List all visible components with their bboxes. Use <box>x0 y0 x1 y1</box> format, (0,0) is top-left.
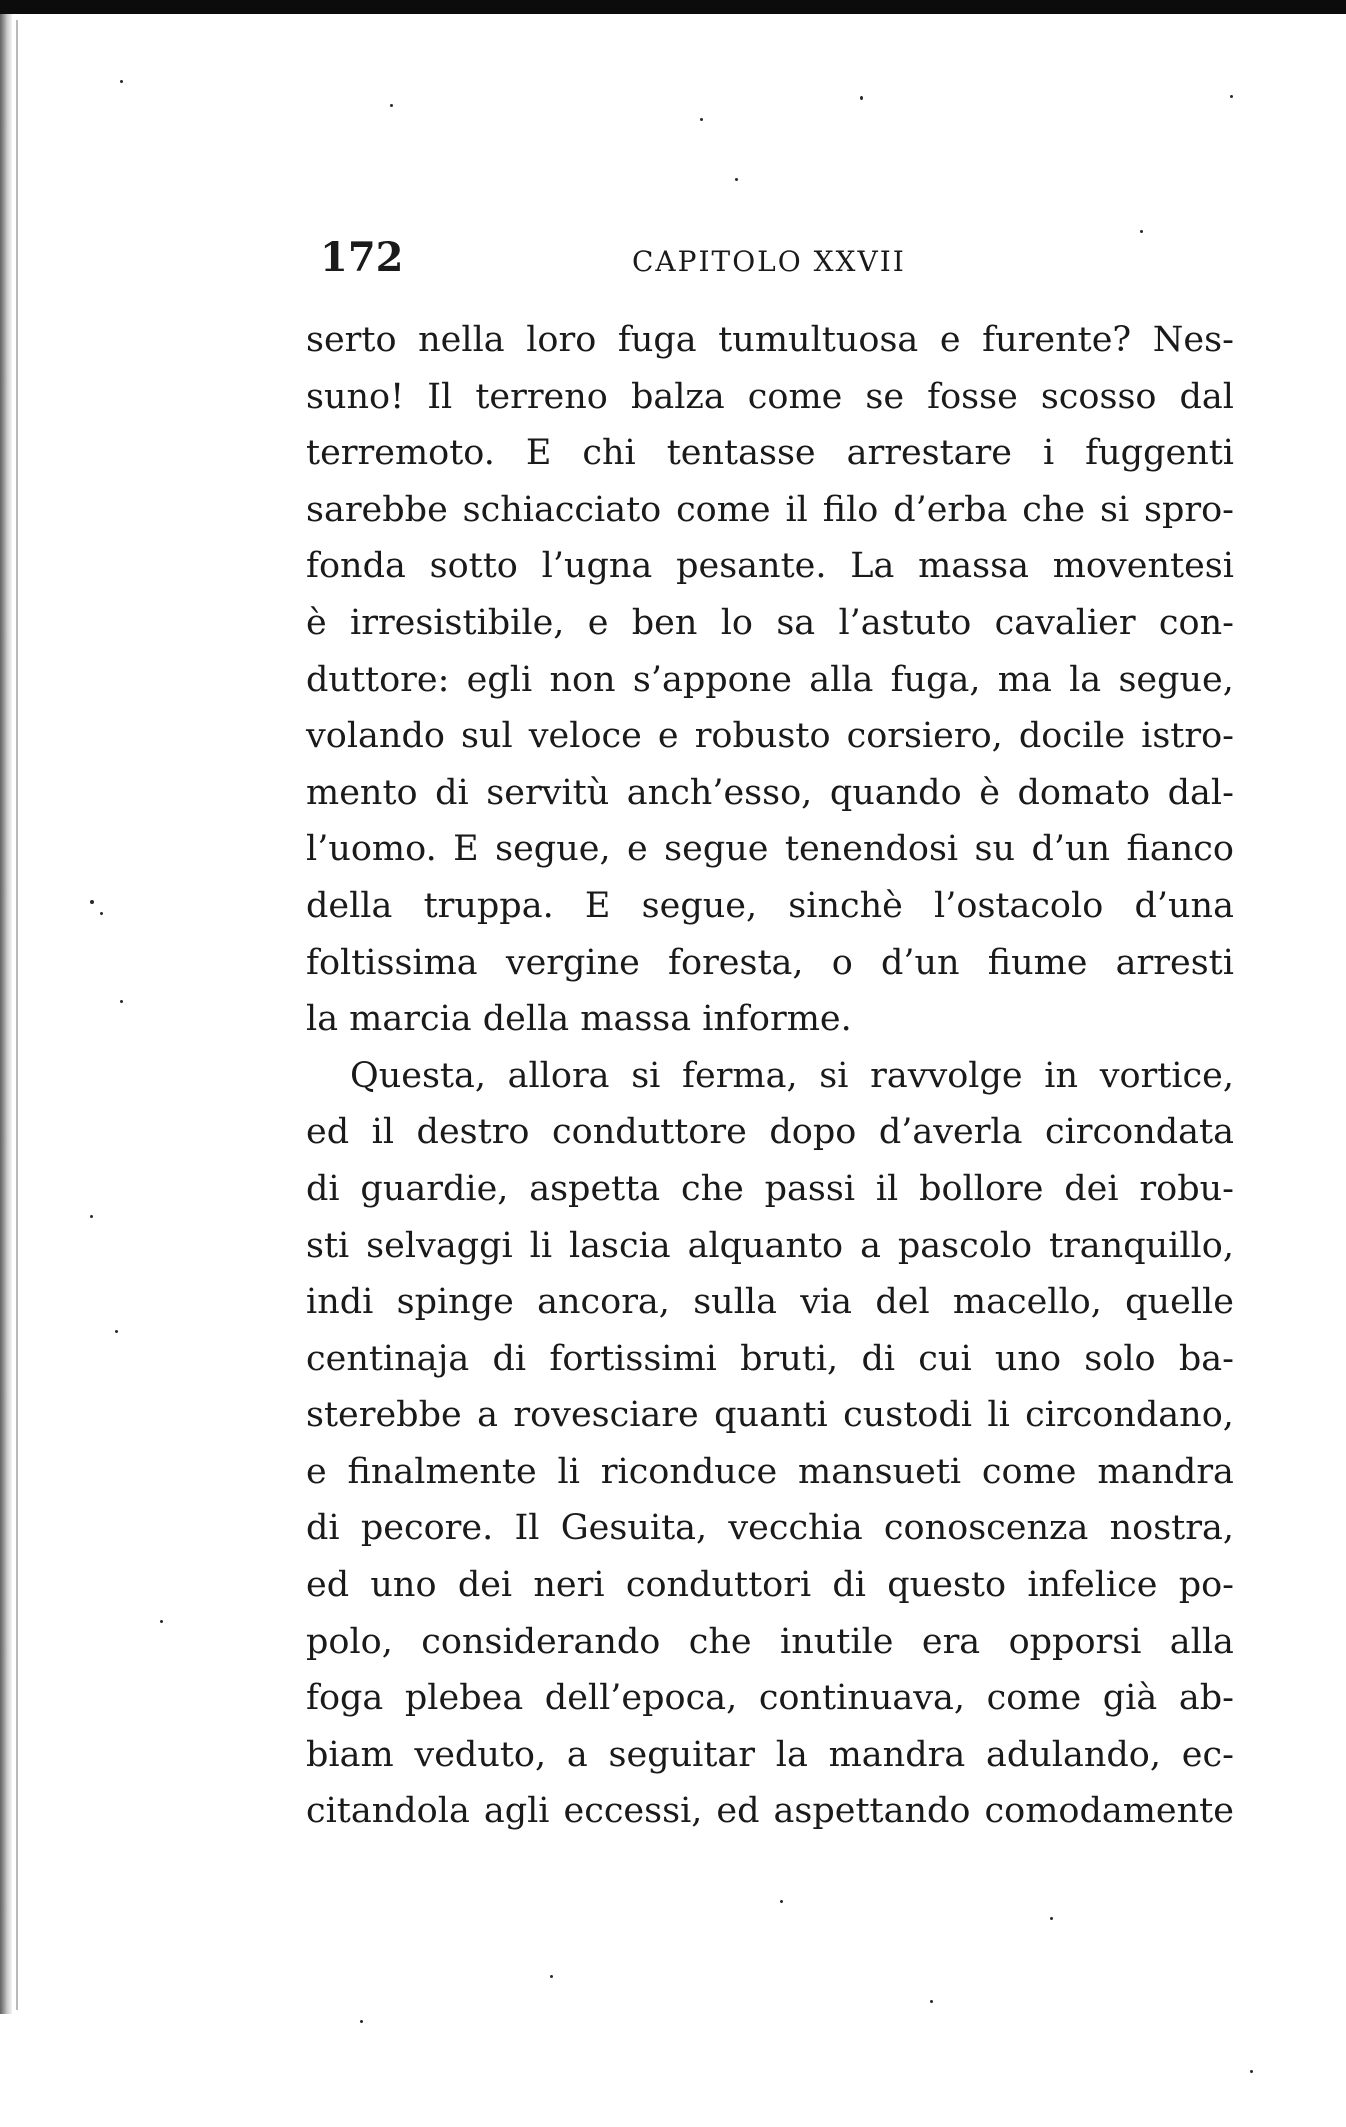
page-number: 172 <box>320 234 404 281</box>
text-line: suno! Il terreno balza come se fosse scosso dal <box>306 376 1234 417</box>
text-line: foltissima vergine foresta, o d’un fiume arresti <box>306 942 1234 983</box>
scan-binding-gutter <box>0 14 12 2014</box>
text-line: polo, considerando che inutile era opporsi alla <box>306 1621 1234 1662</box>
scan-top-border <box>0 0 1346 14</box>
text-line: di pecore. Il Gesuita, vecchia conoscenza nostra, <box>306 1508 1234 1549</box>
text-line: indi spinge ancora, sulla via del macello, quelle <box>306 1282 1234 1323</box>
text-line: la marcia della massa informe. <box>306 999 852 1040</box>
text-line: ed il destro conduttore dopo d’averla circondata <box>306 1112 1234 1153</box>
text-line: serto nella loro fuga tumultuosa e furente? Nes- <box>306 320 1234 360</box>
text-line: e finalmente li riconduce mansueti come mandra <box>306 1451 1234 1492</box>
text-line: sarebbe schiacciato come il filo d’erba che si spro- <box>306 489 1234 530</box>
text-line: fonda sotto l’ugna pesante. La massa moventesi <box>306 546 1234 587</box>
text-line: centinaja di fortissimi bruti, di cui uno solo ba- <box>306 1338 1234 1379</box>
body-text <box>306 312 1234 1840</box>
text-line: l’uomo. E segue, e segue tenendosi su d’un fianco <box>306 829 1234 870</box>
text-line: terremoto. E chi tentasse arrestare i fuggenti <box>306 433 1234 474</box>
text-line: sti selvaggi li lascia alquanto a pascolo tranquillo, <box>306 1225 1234 1266</box>
text-line: citandola agli eccessi, ed aspettando comodamente <box>306 1791 1234 1832</box>
running-head <box>306 236 1226 282</box>
text-line: di guardie, aspetta che passi il bollore dei robu- <box>306 1168 1234 1209</box>
text-line: duttore: egli non s’appone alla fuga, ma la segue, <box>306 659 1234 700</box>
text-line: sterebbe a rovesciare quanti custodi li circondano, <box>306 1395 1234 1436</box>
text-line: mento di servitù anch’esso, quando è domato dal- <box>306 772 1234 813</box>
text-line: è irresistibile, e ben lo sa l’astuto cavalier con- <box>306 602 1234 643</box>
text-line: volando sul veloce e robusto corsiero, docile istro- <box>306 716 1234 757</box>
chapter-title: CAPITOLO XXVII <box>632 245 906 278</box>
text-line: foga plebea dell’epoca, continuava, come già ab- <box>306 1678 1234 1719</box>
scan-binding-line <box>16 20 18 2010</box>
text-line: ed uno dei neri conduttori di questo infelice po- <box>306 1565 1234 1606</box>
text-line: biam veduto, a seguitar la mandra adulando, ec- <box>306 1734 1234 1775</box>
text-line: della truppa. E segue, sinchè l’ostacolo d’una <box>306 885 1234 926</box>
text-line: Questa, allora si ferma, si ravvolge in vortice, <box>350 1055 1234 1096</box>
